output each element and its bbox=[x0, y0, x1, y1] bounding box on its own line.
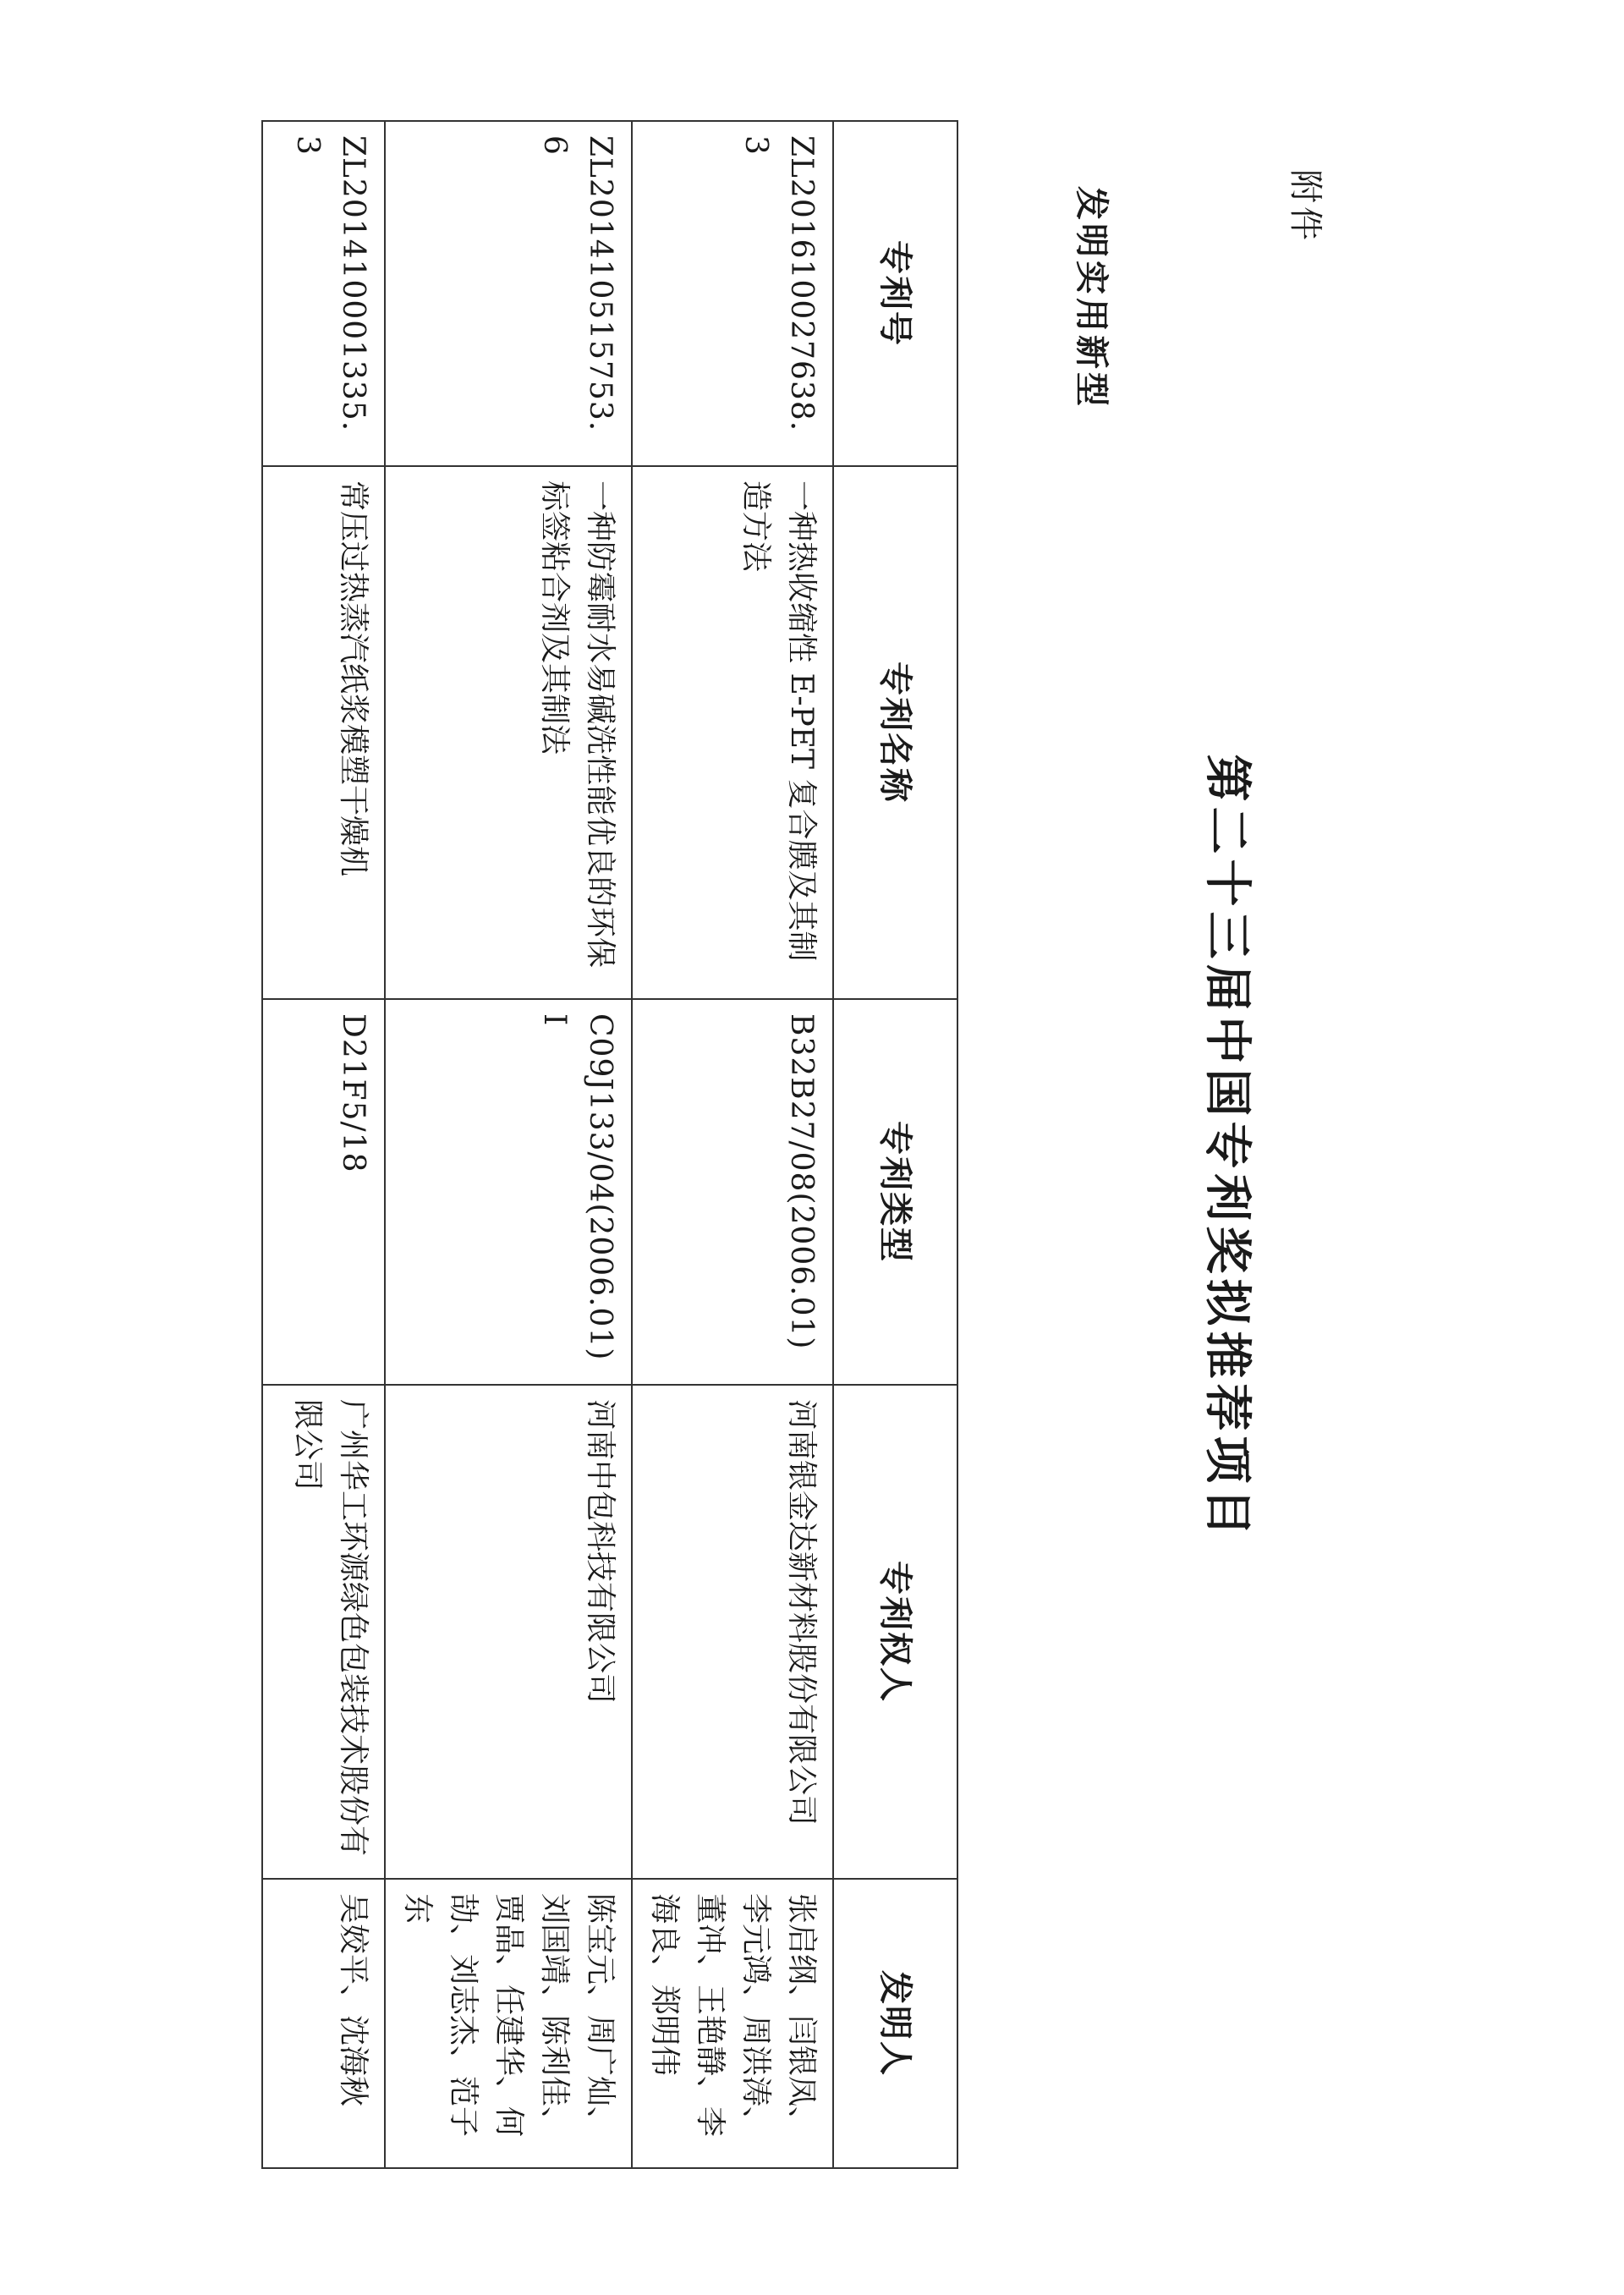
cell-patent-name: 一种防霉耐水易碱洗性能优良的环保标签粘合剂及其制法 bbox=[385, 466, 632, 999]
cell-patent-no: ZL201610027638.3 bbox=[632, 121, 833, 466]
attachment-label: 附件 bbox=[1286, 169, 1325, 244]
cell-patentee: 河南中包科技有限公司 bbox=[385, 1385, 632, 1879]
column-header-patentee: 专利权人 bbox=[833, 1385, 957, 1879]
cell-patent-no: ZL201410515753.6 bbox=[385, 121, 632, 466]
table-row bbox=[632, 121, 833, 2168]
cell-inventors: 吴姣平、沈海秋 bbox=[262, 1879, 385, 2168]
cell-patentee: 河南银金达新材料股份有限公司 bbox=[632, 1385, 833, 1879]
column-header-patent-name: 专利名称 bbox=[833, 466, 957, 999]
cell-inventors: 陈宝元、周广灿、刘国靖、陈利佳、贾晶、任建华、何劼、刘志杰、范子东 bbox=[385, 1879, 632, 2168]
column-header-patent-type: 专利类型 bbox=[833, 999, 957, 1385]
cell-patentee: 广州华工环源绿色包装技术股份有限公司 bbox=[262, 1385, 385, 1879]
cell-patent-type: B32B27/08(2006.01) bbox=[632, 999, 833, 1385]
patent-table bbox=[261, 120, 958, 2169]
cell-patent-name: 常压过热蒸汽纸浆模塑干燥机 bbox=[262, 466, 385, 999]
page-title: 第二十三届中国专利奖拟推荐项目 bbox=[1199, 754, 1255, 1541]
table-row bbox=[262, 121, 385, 2168]
column-header-patent-no: 专利号 bbox=[833, 121, 957, 466]
cell-patent-name: 一种热收缩性 E-PET 复合膜及其制造方法 bbox=[632, 466, 833, 999]
column-header-inventors: 发明人 bbox=[833, 1879, 957, 2168]
section-label: 发明实用新型 bbox=[1072, 186, 1111, 409]
cell-patent-type: C09J133/04(2006.01)I bbox=[385, 999, 632, 1385]
table-row bbox=[385, 121, 632, 2168]
cell-patent-type: D21F5/18 bbox=[262, 999, 385, 1385]
table-header-row bbox=[833, 121, 957, 2168]
cell-inventors: 张启纲、闫银凤、李元鸿、周洪涛、董冲、王艳静、李海良、郑明伟 bbox=[632, 1879, 833, 2168]
cell-patent-no: ZL201410001335.3 bbox=[262, 121, 385, 466]
